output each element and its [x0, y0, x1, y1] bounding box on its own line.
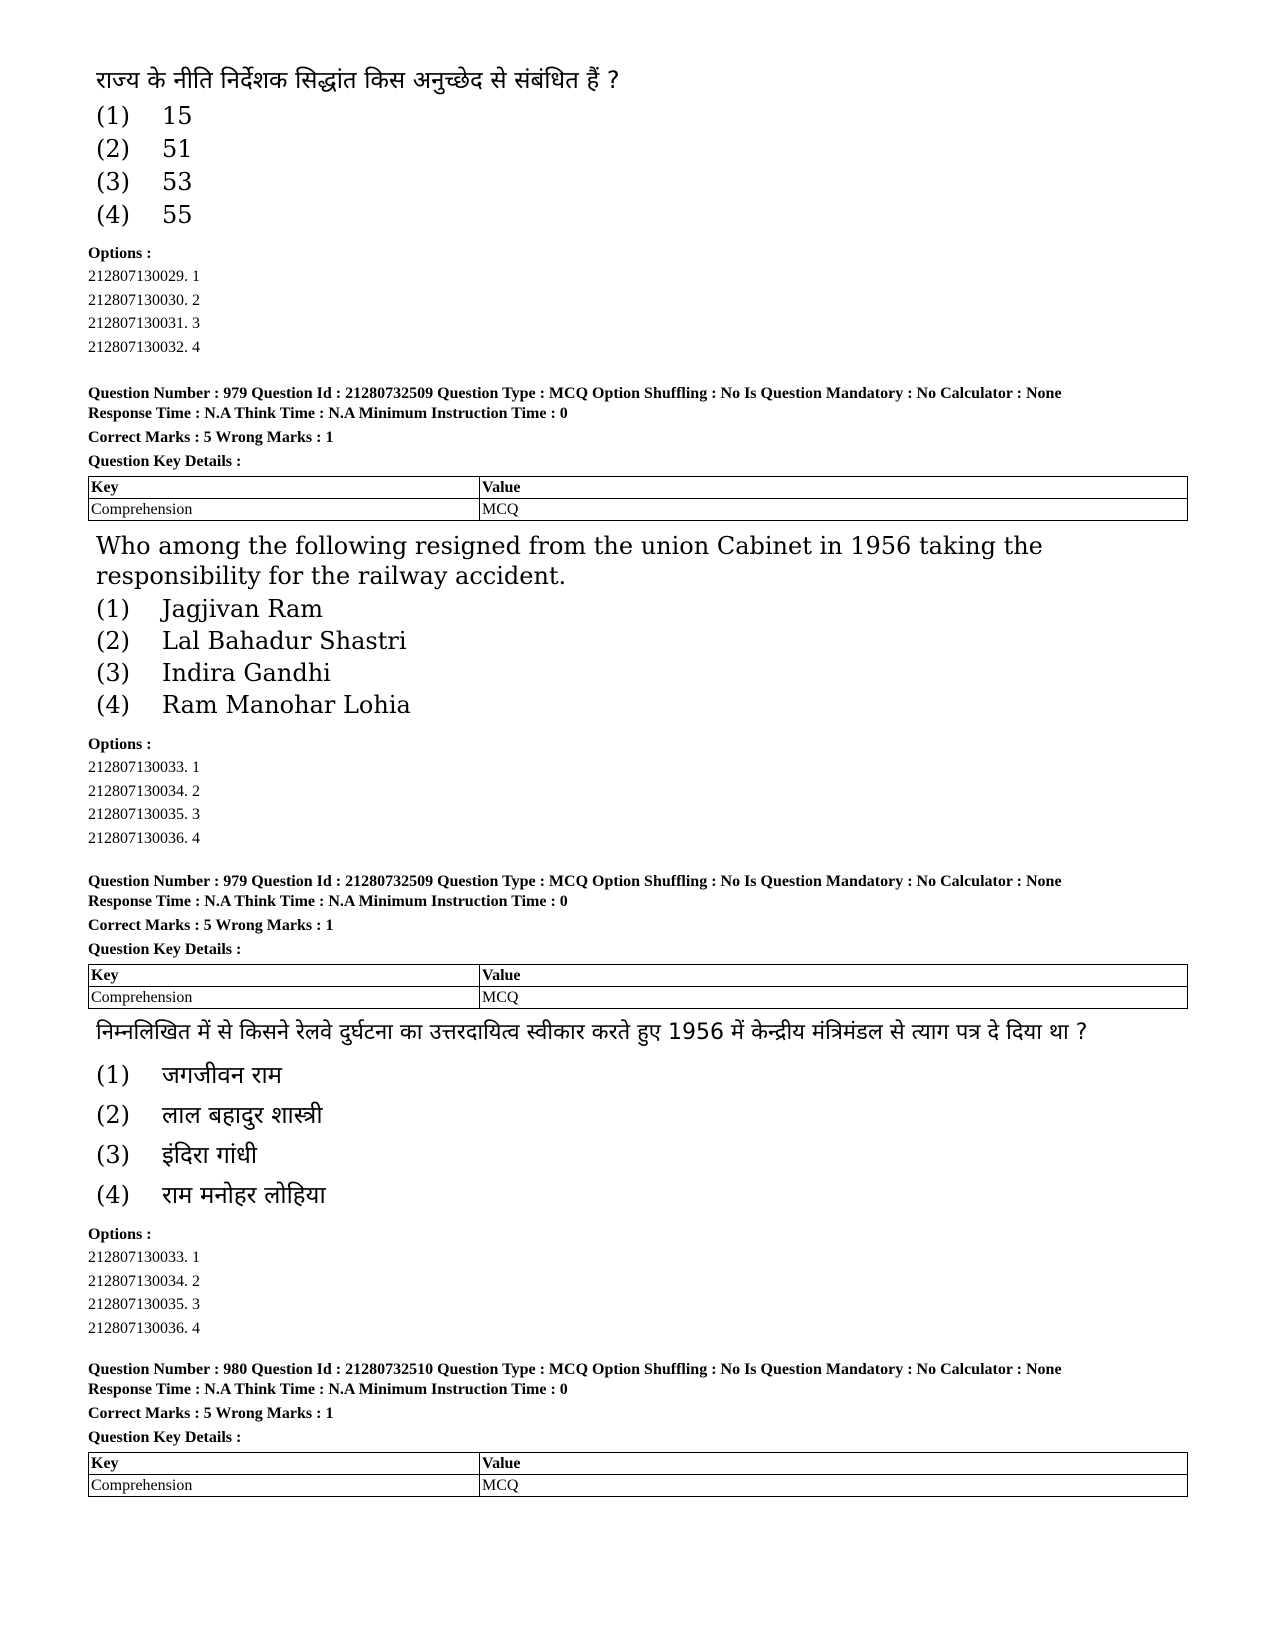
choice-2: [88, 133, 1188, 166]
options-label: Options :: [88, 1226, 152, 1243]
choice-number: (4): [96, 201, 130, 229]
question-text: राज्य के नीति निर्देशक सिद्धांत किस अनुच्छेद से संबंधित हैं ?: [96, 66, 620, 94]
choice-3: [88, 1135, 1188, 1175]
table-cell-key: Comprehension: [89, 1475, 480, 1497]
choice-text: Indira Gandhi: [162, 659, 331, 687]
option-id: 212807130032. 4: [88, 338, 200, 356]
choice-1: [88, 100, 1188, 133]
table-header-row: [89, 965, 1188, 987]
options-label: Options :: [88, 736, 152, 753]
response-time-line: Response Time : N.A Think Time : N.A Minimum Instruction Time : 0: [88, 405, 568, 422]
table-cell-value: MCQ: [480, 499, 1188, 521]
choice-text: Lal Bahadur Shastri: [162, 627, 407, 655]
choice-text: 51: [162, 135, 193, 163]
choice-3: [88, 657, 1188, 689]
option-id: 212807130031. 3: [88, 315, 200, 332]
choice-4: [88, 199, 1188, 232]
table-cell-value: MCQ: [480, 1475, 1188, 1497]
choice-2: [88, 1095, 1188, 1135]
choice-number: (2): [96, 1101, 130, 1129]
question-text: निम्नलिखित में से किसने रेलवे दुर्घटना का उत्तरदायित्व स्वीकार करते हुए 1956 में केन्द्रीय मंत्रिमंडल से त्याग पत्र दे दिया था ?: [96, 1020, 1088, 1045]
choice-number: (3): [96, 659, 130, 687]
choice-text: 15: [162, 102, 193, 130]
choice-text: लाल बहादुर शास्त्री: [162, 1101, 323, 1129]
response-time-line: Response Time : N.A Think Time : N.A Minimum Instruction Time : 0: [88, 1381, 568, 1398]
choice-4: [88, 689, 1188, 721]
choice-text: Ram Manohar Lohia: [162, 691, 411, 719]
table-header-value: Value: [480, 1453, 1188, 1475]
choice-text: Jagjivan Ram: [162, 595, 324, 623]
table-cell-value: MCQ: [480, 987, 1188, 1009]
option-id: 212807130033. 1: [88, 759, 200, 776]
table-row: [89, 987, 1188, 1009]
option-id: 212807130036. 4: [88, 1319, 200, 1337]
choice-text: राम मनोहर लोहिया: [162, 1181, 326, 1209]
choice-number: (1): [96, 595, 130, 623]
option-id: 212807130036. 4: [88, 829, 200, 847]
option-id: 212807130033. 1: [88, 1249, 200, 1266]
choice-number: (4): [96, 1181, 130, 1209]
table-row: [89, 499, 1188, 521]
table-header-value: Value: [480, 965, 1188, 987]
question-meta-line: Question Number : 980 Question Id : 21280732510 Question Type : MCQ Option Shuffling : No Is Question Mandatory : No Calculator : None: [88, 1361, 1062, 1378]
question-979-hindi: [88, 872, 1188, 1340]
choice-number: (1): [96, 102, 130, 130]
marks-line: Correct Marks : 5 Wrong Marks : 1: [88, 917, 334, 934]
choice-4: [88, 1175, 1188, 1215]
choice-text: इंदिरा गांधी: [162, 1141, 258, 1169]
table-header-key: Key: [89, 965, 480, 987]
choice-number: (4): [96, 691, 130, 719]
choice-text: 55: [162, 201, 193, 229]
key-value-table: [88, 476, 1188, 521]
key-details-label: Question Key Details :: [88, 453, 242, 470]
choice-number: (3): [96, 1141, 130, 1169]
choice-3: [88, 166, 1188, 199]
table-header-value: Value: [480, 477, 1188, 499]
table-cell-key: Comprehension: [89, 987, 480, 1009]
question-meta-line: Question Number : 979 Question Id : 21280732509 Question Type : MCQ Option Shuffling : No Is Question Mandatory : No Calculator : None: [88, 385, 1062, 402]
choice-number: (2): [96, 627, 130, 655]
options-label: Options :: [88, 245, 152, 262]
option-id: 212807130029. 1: [88, 268, 200, 285]
key-value-table: [88, 964, 1188, 1009]
option-id: 212807130034. 2: [88, 1272, 200, 1290]
question-980: [88, 1360, 1188, 1497]
table-header-row: [89, 477, 1188, 499]
table-header-key: Key: [89, 1453, 480, 1475]
question-979-english: [88, 384, 1188, 850]
marks-line: Correct Marks : 5 Wrong Marks : 1: [88, 1405, 334, 1422]
choice-1: [88, 593, 1188, 625]
question-978: [88, 64, 1188, 359]
table-cell-key: Comprehension: [89, 499, 480, 521]
option-id: 212807130030. 2: [88, 291, 200, 309]
key-value-table: [88, 1452, 1188, 1497]
choice-text: जगजीवन राम: [162, 1061, 283, 1089]
choice-number: (2): [96, 135, 130, 163]
choice-number: (3): [96, 168, 130, 196]
option-id: 212807130035. 3: [88, 806, 200, 823]
table-header-key: Key: [89, 477, 480, 499]
option-id: 212807130035. 3: [88, 1296, 200, 1313]
key-details-label: Question Key Details :: [88, 941, 242, 958]
table-header-row: [89, 1453, 1188, 1475]
response-time-line: Response Time : N.A Think Time : N.A Minimum Instruction Time : 0: [88, 893, 568, 910]
question-text: Who among the following resigned from the union Cabinet in 1956 taking the responsibility for the railway accident.: [96, 532, 1043, 590]
key-details-label: Question Key Details :: [88, 1429, 242, 1446]
table-row: [89, 1475, 1188, 1497]
option-id: 212807130034. 2: [88, 782, 200, 800]
marks-line: Correct Marks : 5 Wrong Marks : 1: [88, 429, 334, 446]
choice-text: 53: [162, 168, 193, 196]
choice-2: [88, 625, 1188, 657]
question-meta-line: Question Number : 979 Question Id : 21280732509 Question Type : MCQ Option Shuffling : No Is Question Mandatory : No Calculator : None: [88, 873, 1062, 890]
choice-1: [88, 1055, 1188, 1095]
choice-number: (1): [96, 1061, 130, 1089]
